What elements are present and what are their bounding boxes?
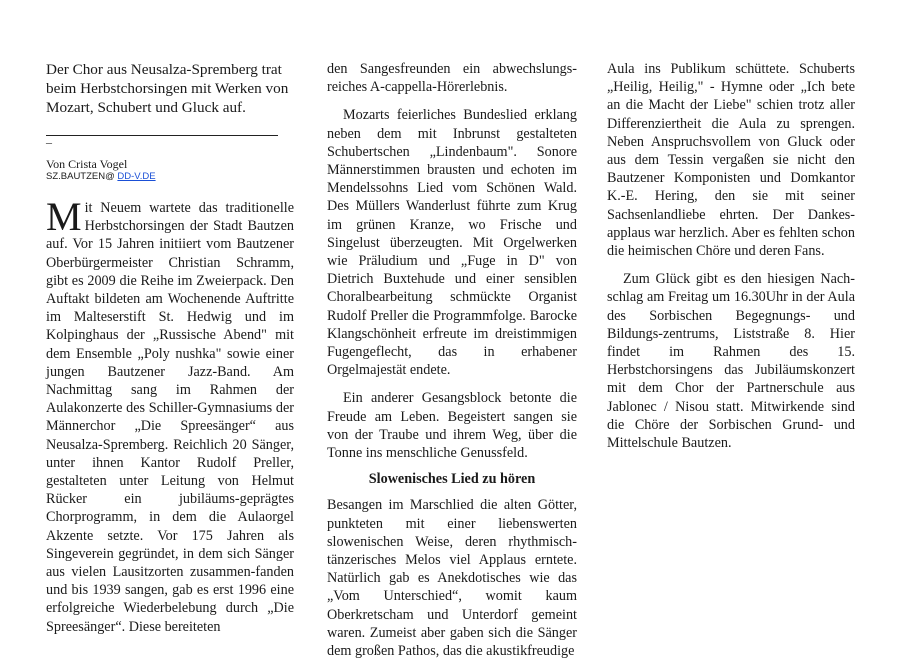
article-paragraph-1 <box>46 194 294 636</box>
article-paragraph-2: Mozarts feierliches Bundeslied erklang neben dem mit Inbrunst gestalteten Schubertschen „Lindenbaum". Sonore Männerstimmen brausten und echoten im Mendelssohns Lied vom Schönen Wald. Des Müllers Wanderlust führte zum Krug im grünen Kranze, wo Frische und Singelust überzeugten. Mit Orgelwerken wie Präludium und „Fuge in D" von Dietrich Buxtehude und einer sensiblen Choralbearbeitung schmückte Organist Rudolf Preller die Programmfolge. Barocke Klangschönheit erfreute im dreistimmigen Fugengeflecht, das in erhabener Orgelmajestät endete. <box>327 107 577 379</box>
email-link[interactable]: DD-V.DE <box>117 171 156 182</box>
paragraph-1-text: it Neuem wartete das traditionelle Herbstchorsingen der Stadt Bautzen auf. Vor 15 Jahren initiiert vom Bautzener Oberbürgermeister Christian Schramm, gibt es 2009 die Reihe im Zweierpack. Den Auftakt bildeten am Wochenende Auftritte im Malteserstift St. Hedwig und im Kolpinghaus der „Russische Abend" mit dem Ensemble „Poly nushka" sowie einer jungen Bautzener Jazz-Band. Am Nachmittag sang im Rahmen der Aulakonzerte des Schiller-Gymnasiums der Männerchor „Die Spreesänger“ aus Neusalza-Spremberg. Reichlich 20 Sänger, unter ihnen Kantor Rudolf Preller, gestalteten unter Leitung von Helmut Rücker ein jubiläums-geprägtes Chorprogramm, in dem die Aulaorgel Akzente setzte. Vor 175 Jahren als Singeverein gegründet, in dem sich Sänger aus vielen Lausitzorten zusammen-fanden und bis 1939 sangen, gab es erst 1996 eine erfolgreiche Wiederbelebung durch „Die Spreesänger“. Diese bereiteten <box>46 200 294 635</box>
article-paragraph-4-continued: Aula ins Publikum schüttete. Schuberts „Heilig, Heilig," - Hymne oder „Ich bete an die Macht der Liebe" schien trotz aller Differenziertheit die Aula zu sprengen. Neben Anspruchsvollem von Gluck oder aus dem Tessin vergaßen sie nicht den Bautzener Komponisten und Domkantor K.-E. Hering, den sie mit seiner Sachsenlandliebe ehrten. Der Dankes-applaus war herzlich. Aber es fehlten schon die heimischen Chöre und deren Fans. <box>607 61 855 260</box>
author-email <box>46 171 294 183</box>
drop-cap: M <box>46 194 82 239</box>
article-paragraph-3: Ein anderer Gesangsblock betonte die Freude am Leben. Begeistert sangen sie von der Traube und ihrem Weg, über die Tonne ins menschliche Genussfeld. <box>327 390 577 462</box>
article-intro: Der Chor aus Neusalza-Spremberg trat beim Herbstchorsingen mit Werken von Mozart, Schubert und Gluck auf. <box>46 61 289 116</box>
article-paragraph-5: Zum Glück gibt es den hiesigen Nach-schlag am Freitag um 16.30Uhr in der Aula des Sorbischen Begegnungs- und Bildungs-zentrums, Liststraße 8. Hier findet im Rahmen des 15. Herbstchorsingens das Jubiläumskonzert mit dem Chor der Partnerschule aus Jablonec / Nisou statt. Mitwirkende sind die Chöre der Sorbischen Grund- und Mittelschule Bautzen. <box>607 271 855 452</box>
article-subheading: Slowenisches Lied zu hören <box>368 471 536 488</box>
email-prefix: SZ.BAUTZEN@ <box>46 171 118 182</box>
divider-dash: – <box>46 135 52 149</box>
author-byline: Von Crista Vogel <box>46 157 128 171</box>
article-column-3 <box>607 60 855 452</box>
article-paragraph-1-continued: den Sangesfreunden ein abwechslungs-reiches A-cappella-Hörerlebnis. <box>327 61 577 96</box>
article-paragraph-4: Besangen im Marschlied die alten Götter, punkteten mit einer liebenswerten slowenischen Weise, deren rhythmisch-tänzerisches Melos viel Applaus erntete. Natürlich gab es Anekdotisches wie das „Vom Unterschied“, womit kaum Oberkretscham und Unterdorf gemeint waren. Zumeist aber gaben sich die Sänger dem großen Pathos, das die akustikfreudige <box>327 497 577 660</box>
article-column-2 <box>327 60 577 660</box>
article-column-1 <box>46 60 294 636</box>
